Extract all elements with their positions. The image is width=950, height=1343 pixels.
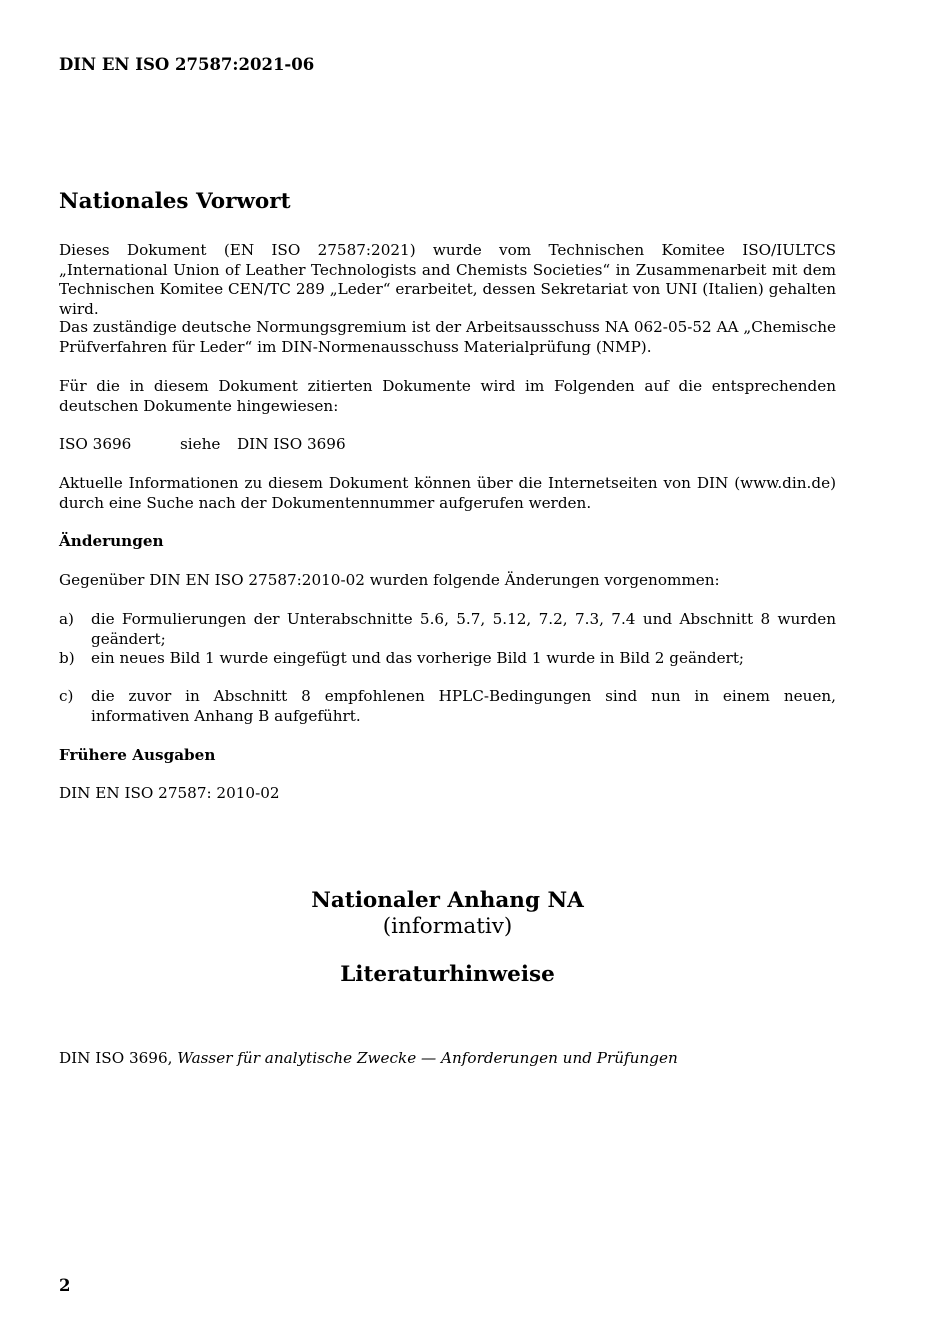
list-marker: b) (59, 649, 75, 667)
document-id-header: DIN EN ISO 27587:2021-06 (59, 55, 315, 74)
list-marker: c) (59, 687, 74, 705)
foreword-paragraph-1: Dieses Dokument (EN ISO 27587:2021) wurde vom Technischen Komitee ISO/IULTCS „International Union of Leather Technologists and Chemists Societies“ in Zusammenarbeit mit dem Technischen Komitee CEN/TC 289 „Leder“ erarbeitet, dessen Sekretariat von UNI (Italien) gehalten wird. (59, 241, 836, 318)
annex-title: Nationaler Anhang NA (311, 888, 584, 913)
list-marker: a) (59, 610, 74, 628)
foreword-paragraph-3: Für die in diesem Dokument zitierten Dokumente wird im Folgenden auf die entsprechenden deutschen Dokumente hingewiesen: (59, 377, 836, 415)
foreword-title: Nationales Vorwort (59, 189, 291, 214)
changes-intro: Gegenüber DIN EN ISO 27587:2010-02 wurden folgende Änderungen vorgenommen: (59, 571, 720, 589)
bibliography-ref: DIN ISO 3696, (59, 1049, 173, 1067)
bibliography-entry (59, 1049, 678, 1067)
page-number: 2 (59, 1276, 71, 1295)
reference-din: DIN ISO 3696 (237, 435, 346, 453)
foreword-paragraph-2: Das zuständige deutsche Normungsgremium ist der Arbeitsausschuss NA 062-05-52 AA „Chemische Prüfverfahren für Leder“ im DIN-Normenausschuss Materialprüfung (NMP). (59, 318, 836, 356)
bibliography-title: Wasser für analytische Zwecke — Anforderungen und Prüfungen (177, 1049, 678, 1067)
previous-editions-heading: Frühere Ausgaben (59, 746, 216, 764)
list-text: ein neues Bild 1 wurde eingefügt und das vorherige Bild 1 wurde in Bild 2 geändert; (91, 649, 745, 667)
list-text: die Formulierungen der Unterabschnitte 5.6, 5.7, 5.12, 7.2, 7.3, 7.4 und Abschnitt 8 wurden geändert; (91, 610, 836, 648)
list-text: die zuvor in Abschnitt 8 empfohlenen HPLC-Bedingungen sind nun in einem neuen, informativen Anhang B aufgeführt. (91, 687, 836, 725)
reference-see: siehe (180, 435, 221, 453)
info-paragraph: Aktuelle Informationen zu diesem Dokument können über die Internetseiten von DIN (www.din.de) durch eine Suche nach der Dokumentennummer aufgerufen werden. (59, 474, 836, 512)
literature-title: Literaturhinweise (340, 962, 555, 987)
previous-editions-text: DIN EN ISO 27587: 2010-02 (59, 784, 280, 802)
changes-heading: Änderungen (59, 532, 164, 550)
reference-iso: ISO 3696 (59, 435, 132, 453)
annex-subtitle: (informativ) (382, 914, 513, 939)
